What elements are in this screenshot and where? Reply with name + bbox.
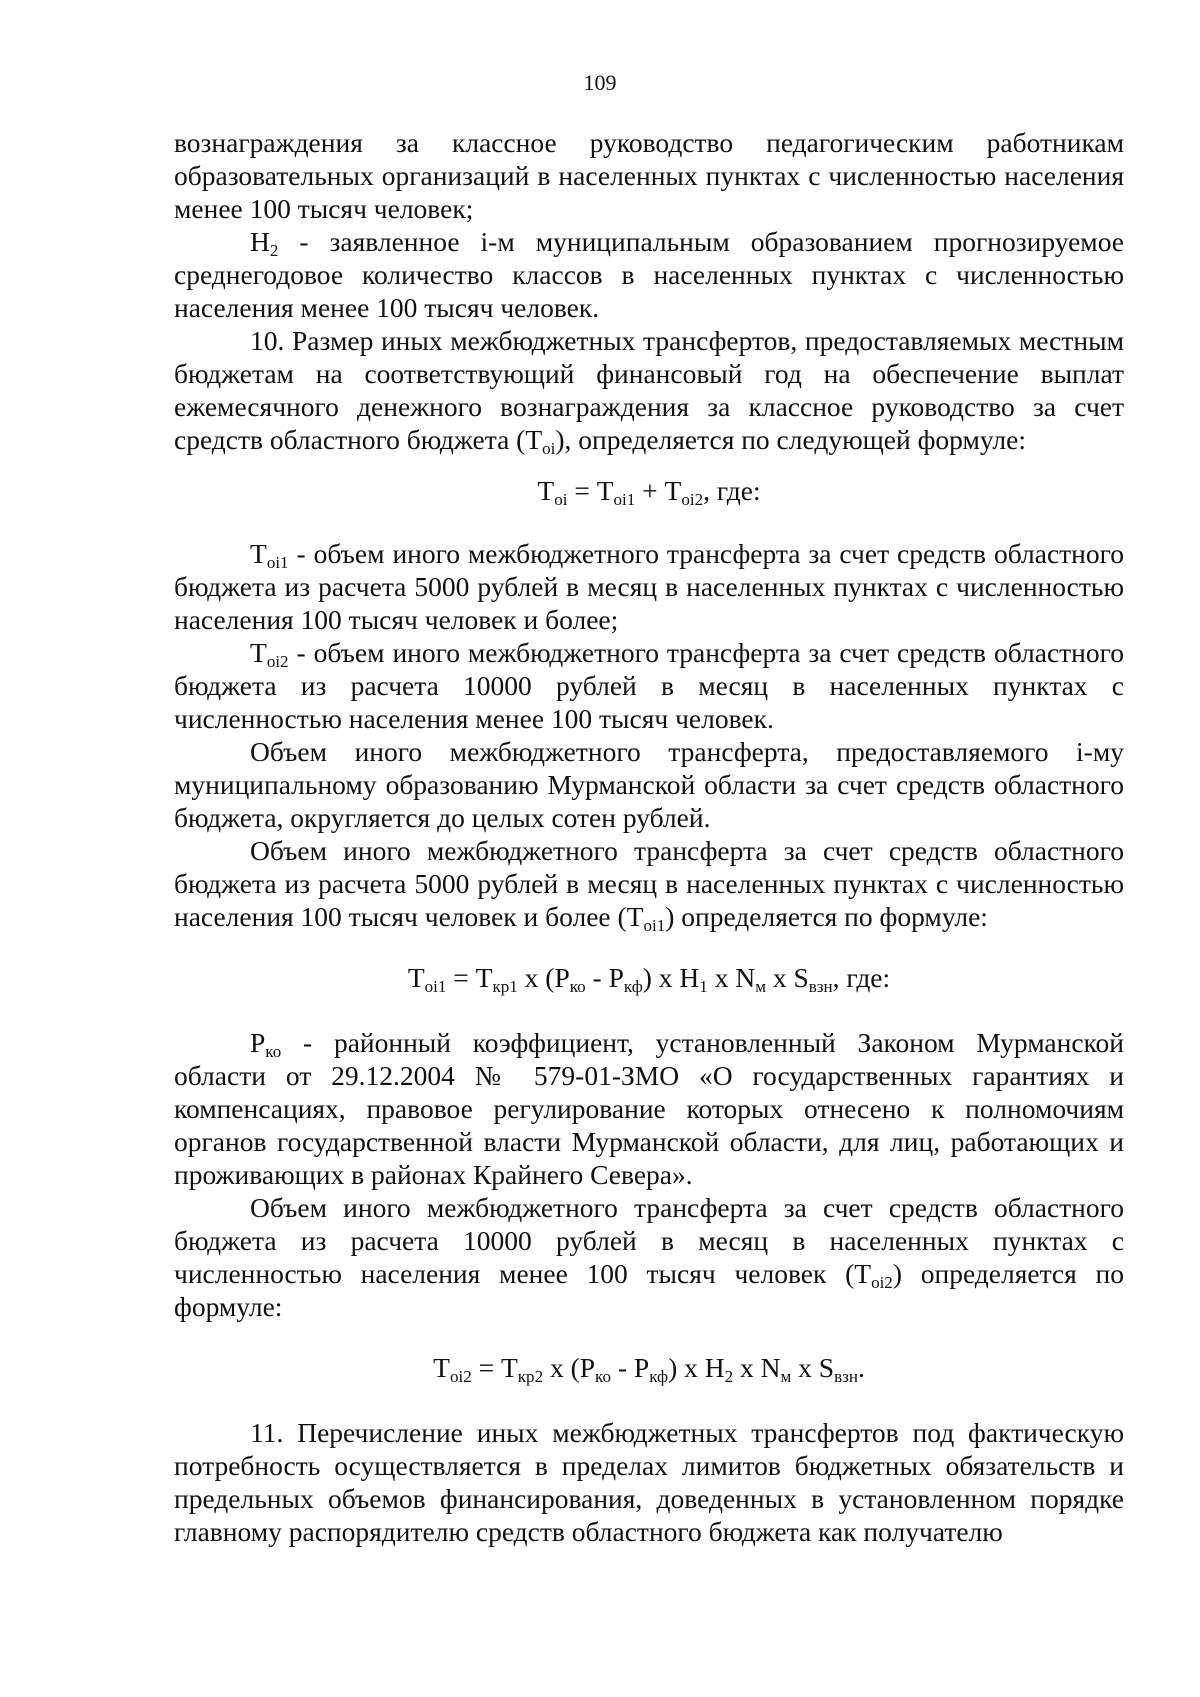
paragraph-text: Объем иного межбюджетного трансферта за счет средств областного бюджета из расчета 10000 рублей в месяц в населенных пунктах с численностью населения менее 100 тысяч человек (Т (174, 1192, 1124, 1289)
paragraph-text: - объем иного межбюджетного трансферта за счет средств областного бюджета из расчета 10000 рублей в месяц в населенных пунктах с численностью населения менее 100 тысяч человек. (174, 637, 1124, 734)
formula-part: . (857, 1352, 865, 1383)
formula-part: Т (407, 962, 425, 993)
formula-part: Т (433, 1352, 450, 1383)
formula-subscript: oi (554, 490, 568, 510)
formula-subscript: кф (623, 977, 643, 997)
symbol: Т (250, 637, 267, 668)
symbol: Т (250, 538, 267, 569)
symbol-subscript: oi1 (643, 916, 666, 936)
formula-part: = Т (446, 962, 493, 993)
formula-part: х S (791, 1352, 835, 1383)
formula-subscript: взн (834, 1367, 858, 1387)
formula-subscript: взн (808, 977, 833, 997)
formula-part: х (Р (543, 1352, 596, 1383)
formula-part: , где: (832, 962, 891, 993)
formula-subscript: кр1 (492, 977, 518, 997)
symbol: Н (250, 226, 270, 257)
paragraph-item-11 (174, 1416, 1124, 1548)
paragraph-text: ) определяется по формуле: (174, 1258, 1124, 1322)
paragraph-toi2-definition (174, 636, 1124, 735)
symbol-subscript: oi1 (266, 553, 289, 573)
paragraph-toi1-definition (174, 537, 1124, 636)
symbol-subscript: 2 (269, 241, 279, 261)
formula-part: х N (707, 962, 756, 993)
formula-part: - Р (585, 962, 624, 993)
formula-toi (174, 474, 1124, 510)
formula-part: + Т (635, 475, 682, 506)
paragraph-h2-definition (174, 225, 1124, 324)
formula-part: = Т (471, 1352, 518, 1383)
paragraph-rounding (174, 735, 1124, 834)
formula-subscript: 1 (699, 977, 708, 997)
formula-subscript: oi2 (449, 1367, 472, 1387)
formula-part: ) х Н (668, 1352, 725, 1383)
paragraph-text: Объем иного межбюджетного трансферта, предоставляемого i-му муниципальному образованию Мурманской области за счет средств областного бюджета, округляется до целых сотен рублей. (174, 736, 1124, 833)
formula-toi1 (174, 961, 1124, 997)
formula-subscript: oi2 (681, 490, 704, 510)
symbol-subscript: oi (542, 439, 556, 459)
formula-part: , где: (703, 475, 761, 506)
formula-part: х N (733, 1352, 781, 1383)
formula-part: - Р (610, 1352, 650, 1383)
paragraph-text: 11. Перечисление иных межбюджетных трансфертов под фактическую потребность осуществляется в пределах лимитов бюджетных обязательств и предельных объемов финансирования, доведенных в установленном порядке главному распорядителю средств областного бюджета как получателю (174, 1417, 1124, 1547)
formula-subscript: м (780, 1367, 792, 1387)
formula-subscript: ко (569, 977, 586, 997)
paragraph-toi1-volume (174, 834, 1124, 936)
formula-subscript: кф (649, 1367, 669, 1387)
formula-part: Т (537, 475, 555, 506)
paragraph-continuation (174, 126, 1124, 225)
paragraph-text: - заявленное i-м муниципальным образованием прогнозируемое среднегодовое количество классов в населенных пунктах с численностью населения менее 100 тысяч человек. (174, 226, 1124, 323)
formula-subscript: ко (595, 1367, 611, 1387)
paragraph-text: вознаграждения за классное руководство педагогическим работникам образовательных организаций в населенных пунктах с численностью населения менее 100 тысяч человек; (174, 127, 1124, 224)
symbol-subscript: oi2 (266, 652, 289, 672)
paragraph-toi2-volume (174, 1191, 1124, 1323)
paragraph-text: ), определяется по следующей формуле: (555, 424, 1027, 455)
formula-toi2 (174, 1351, 1124, 1387)
paragraph-text: - объем иного межбюджетного трансферта за счет средств областного бюджета из расчета 5000 рублей в месяц в населенных пунктах с численностью населения 100 тысяч человек и более; (174, 538, 1124, 635)
formula-part: х S (765, 962, 809, 993)
formula-part: х (Р (517, 962, 570, 993)
symbol: Р (250, 1027, 266, 1058)
paragraph-item-10 (174, 324, 1124, 459)
formula-subscript: м (755, 977, 766, 997)
paragraph-text: 10. Размер иных межбюджетных трансфертов, предоставляемых местным бюджетам на соответствующий финансовый год на обеспечение выплат ежемесячного денежного вознаграждения за классное руководство за счет средств областного бюджета (Т (174, 325, 1124, 455)
paragraph-text: - районный коэффициент, установленный Законом Мурманской области от 29.12.2004 № 579-01-ЗМО «О государственных гарантиях и компенсациях, правовое регулирование которых отнесено к полномочиям органов государственной власти Мурманской области, для лиц, работающих и проживающих в районах Крайнего Севера». (174, 1027, 1124, 1190)
formula-part: ) х Н (642, 962, 700, 993)
formula-subscript: oi1 (424, 977, 447, 997)
formula-subscript: кр2 (517, 1367, 544, 1387)
symbol-subscript: oi2 (871, 1273, 893, 1293)
formula-subscript: oi1 (613, 490, 636, 510)
document-body (174, 126, 1124, 1548)
formula-subscript: 2 (724, 1367, 734, 1387)
symbol-subscript: ко (265, 1042, 282, 1062)
paragraph-text: ) определяется по формуле: (665, 901, 988, 932)
paragraph-text: Объем иного межбюджетного трансферта за счет средств областного бюджета из расчета 5000 рублей в месяц в населенных пунктах с численностью населения 100 тысяч человек и более (Т (174, 835, 1124, 932)
formula-part: = Т (567, 475, 614, 506)
paragraph-pko-definition (174, 1026, 1124, 1191)
page-number: 109 (583, 70, 617, 95)
